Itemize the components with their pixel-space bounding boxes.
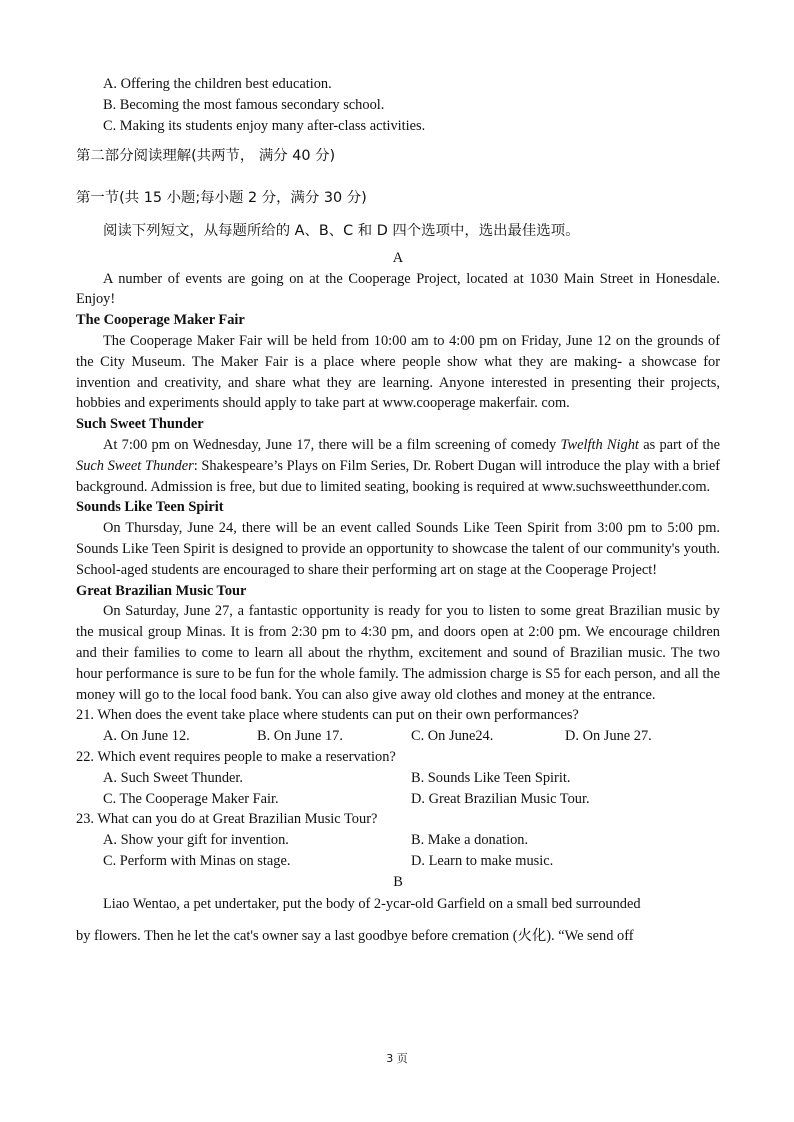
question-21-options bbox=[76, 726, 720, 747]
question-23-options-row2 bbox=[76, 851, 720, 872]
event-text-sweet-thunder: At 7:00 pm on Wednesday, June 17, there will be a film screening of comedy Twelfth Night as part of the Such Sweet Thunder: Shakespeare’s Plays on Film Series, Dr. Robert Dugan will introduce the play with a brief background. Admission is free, but due to limited seating, booking is required at www.suchsweetthunder.com. bbox=[76, 436, 720, 495]
option: B. On June 17. bbox=[257, 728, 343, 745]
event-title-brazilian-music: Great Brazilian Music Tour bbox=[76, 582, 247, 599]
question-21-stem: 21. When does the event take place where students can put on their own performances? bbox=[76, 707, 579, 724]
event-title-maker-fair: The Cooperage Maker Fair bbox=[76, 312, 245, 329]
option-c-prev: C. Making its students enjoy many after-class activities. bbox=[103, 117, 426, 134]
option: C. Perform with Minas on stage. bbox=[103, 852, 291, 869]
option: D. Learn to make music. bbox=[411, 852, 554, 869]
option: D. Great Brazilian Music Tour. bbox=[411, 790, 590, 807]
option-b-prev: B. Becoming the most famous secondary school. bbox=[103, 96, 385, 113]
option-a-prev: A. Offering the children best education. bbox=[103, 76, 332, 92]
option: A. Show your gift for invention. bbox=[103, 832, 289, 849]
section-heading: 第一节(共 15 小题;每小题 2 分，满分 30 分) bbox=[76, 190, 367, 207]
option: B. Sounds Like Teen Spirit. bbox=[411, 769, 571, 786]
option: A. Such Sweet Thunder. bbox=[103, 769, 244, 786]
instruction: 阅读下列短文，从每题所给的 A、B、C 和 D 四个选项中，选出最佳选项。 bbox=[103, 222, 580, 239]
passage-b-line-1: Liao Wentao, a pet undertaker, put the body of 2-ycar-old Garfield on a small bed surrounded bbox=[103, 896, 641, 913]
passage-a-intro: A number of events are going on at the Cooperage Project, located at 1030 Main Street in Honesdale. Enjoy! bbox=[76, 270, 720, 308]
option: C. On June24. bbox=[411, 728, 494, 745]
part-heading: 第二部分阅读理解(共两节， 满分 40 分) bbox=[76, 148, 336, 165]
page-content bbox=[76, 74, 720, 947]
event-text-teen-spirit: On Thursday, June 24, there will be an event called Sounds Like Teen Spirit from 3:00 pm to 5:00 pm. Sounds Like Teen Spirit is designed to provide an opportunity to showcase the talent of our community's youth. School-aged students are encouraged to share their performing art on stage at the Cooperage Project! bbox=[76, 520, 720, 578]
option: A. On June 12. bbox=[103, 728, 190, 745]
question-22-options-row1 bbox=[76, 768, 720, 789]
event-title-sweet-thunder: Such Sweet Thunder bbox=[76, 416, 204, 433]
page-number: 3 页 bbox=[386, 1052, 408, 1065]
passage-a-letter: A bbox=[392, 249, 404, 266]
option: B. Make a donation. bbox=[411, 832, 529, 849]
option: D. On June 27. bbox=[565, 728, 652, 745]
passage-b-line-2: by flowers. Then he let the cat's owner say a last goodbye before cremation (火化). “We send off bbox=[76, 928, 634, 945]
option: C. The Cooperage Maker Fair. bbox=[103, 790, 279, 807]
passage-b-letter: B bbox=[393, 873, 403, 890]
question-22-stem: 22. Which event requires people to make a reservation? bbox=[76, 748, 396, 765]
question-23-options-row1 bbox=[76, 830, 720, 851]
event-text-maker-fair: The Cooperage Maker Fair will be held from 10:00 am to 4:00 pm on Friday, June 12 on the grounds of the City Museum. The Maker Fair is a place where people show what they are making- a showcase for invention and creativity, and share what they are learning. Anyone interested in presenting their projects, hobbies and experiments should apply to take part at www.cooperage makerfair. com. bbox=[76, 332, 720, 412]
question-22-options-row2 bbox=[76, 789, 720, 810]
question-23-stem: 23. What can you do at Great Brazilian Music Tour? bbox=[76, 811, 378, 828]
event-title-teen-spirit: Sounds Like Teen Spirit bbox=[76, 499, 224, 516]
event-text-brazilian-music: On Saturday, June 27, a fantastic opportunity is ready for you to listen to some great Brazilian music by the musical group Minas. It is from 2:30 pm to 4:30 pm, and doors open at 2:00 pm. We encourage children and their families to come to learn all about the rhythm, excitement and sound of Brazilian music. The two hour performance is sure to be fun for the whole family. The admission charge is S5 for each person, and all the money will go to the local food bank. You can also give away old clothes and money at the entrance. bbox=[76, 603, 720, 703]
